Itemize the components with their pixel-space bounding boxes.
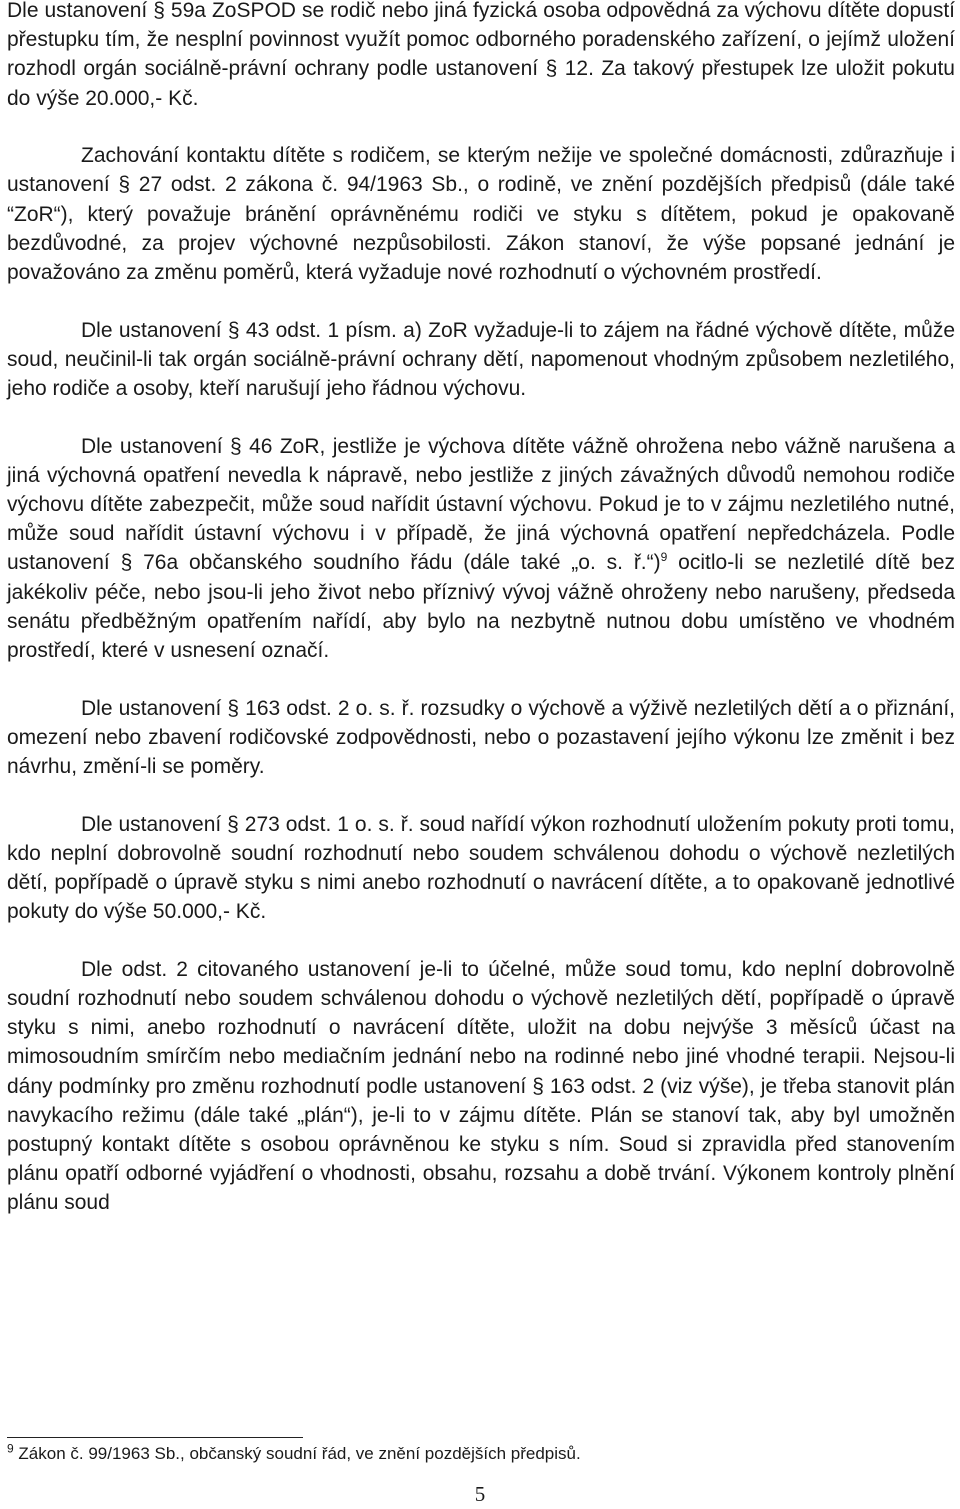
paragraph-5: Dle ustanovení § 163 odst. 2 o. s. ř. rozsudky o výchově a výživě nezletilých dětí a o přiznání, omezení nebo zbavení rodičovské zodpovědnosti, nebo o pozastavení jejího výkonu lze změnit i bez návrhu, změní-li se poměry. bbox=[7, 696, 955, 779]
paragraph-7: Dle odst. 2 citovaného ustanovení je-li to účelné, může soud tomu, kdo neplní dobrovolně soudní rozhodnutí nebo soudem schválenou dohodu o výchově nezletilých dětí, popřípadě o úpravě styku s nimi, anebo rozhodnutí o navrácení dítěte, uložit na dobu nejvýše 3 měsíců účast na mimosoudním smírčím nebo mediačním jednání nebo na rodinné nebo jiné vhodné terapii. Nejsou-li dány podmínky pro změnu rozhodnutí podle ustanovení § 163 odst. 2 (viz výše), je třeba stanovit plán navykacího režimu (dále také „plán“), je-li to v zájmu dítěte. Plán se stanoví tak, aby byl umožněn postupný kontakt dítěte s osobou oprávněnou ke styku s ním. Soud si zpravidla před stanovením plánu opatří odborné vyjádření o vhodnosti, obsahu, rozsahu a době trvání. Výkonem kontroly plnění plánu soud bbox=[7, 957, 955, 1215]
paragraph-6: Dle ustanovení § 273 odst. 1 o. s. ř. soud nařídí výkon rozhodnutí uložením pokuty proti tomu, kdo neplní dobrovolně soudní rozhodnutí nebo soudem schválenou dohodu o výchově nezletilých dětí, popřípadě o úpravě styku s nimi anebo rozhodnutí o navrácení dítěte, a to opakovaně jednotlivé pokuty do výše 50.000,- Kč. bbox=[7, 812, 955, 924]
page-number: 5 bbox=[474, 1482, 486, 1506]
paragraph-4-continuation: ocitlo-li se nezletilé dítě bez jakékoliv péče, nebo jsou-li jeho život nebo příznivý vývoj vážně ohroženy nebo narušeny, předseda senátu předběžným opatřením nařídí, aby bylo na nezbytně nutnou dobu umístěno ve vhodném prostředí, které v usnesení označí. bbox=[7, 551, 956, 663]
paragraph-3: Dle ustanovení § 43 odst. 1 písm. a) ZoR vyžaduje-li to zájem na řádné výchově dítěte, může soud, neučinil-li tak orgán sociálně-právní ochrany dětí, napomenout vhodným způsobem nezletilého, jeho rodiče a osoby, kteří narušují jeho řádnou výchovu. bbox=[7, 318, 955, 401]
footnote-reference: 9 bbox=[660, 550, 668, 565]
footnote bbox=[7, 1443, 947, 1465]
paragraph-4 bbox=[7, 432, 955, 666]
footnote-text: Zákon č. 99/1963 Sb., občanský soudní řád, ve znění pozdějších předpisů. bbox=[18, 1444, 581, 1463]
paragraph-1: Dle ustanovení § 59a ZoSPOD se rodič nebo jiná fyzická osoba odpovědná za výchovu dítěte dopustí přestupku tím, že nesplní povinnost využít pomoc odborného poradenského zařízení, o jejímž uložení rozhodl orgán sociálně-právní ochrany podle ustanovení § 12. Za takový přestupek lze uložit pokutu do výše 20.000,- Kč. bbox=[7, 0, 955, 110]
paragraph-2: Zachování kontaktu dítěte s rodičem, se kterým nežije ve společné domácnosti, zdůrazňuje i ustanovení § 27 odst. 2 zákona č. 94/1963 Sb., o rodině, ve znění pozdějších předpisů (dále také “ZoR“), který považuje bránění oprávněnému rodiči ve styku s dítětem, pokud je opakovaně bezdůvodné, za projev výchovné nezpůsobilosti. Zákon stanoví, že výše popsané jednání je považováno za změnu poměrů, která vyžaduje nové rozhodnutí o výchovném prostředí. bbox=[7, 144, 955, 285]
paragraph-4-text: Dle ustanovení § 46 ZoR, jestliže je výchova dítěte vážně ohrožena nebo vážně narušena a jiná výchovná opatření nevedla k nápravě, nebo jestliže z jiných závažných důvodů nemohou rodiče výchovu dítěte zabezpečit, může soud nařídit ústavní výchovu. Pokud je to v zájmu nezletilého nutné, může soud nařídit ústavní výchovu i v případě, že jiná výchovná opatření nepředcházela. Podle ustanovení § 76a občanského soudního řádu (dále také „o. s. ř.“) bbox=[7, 434, 955, 575]
footnote-separator bbox=[7, 1437, 303, 1438]
footnote-marker: 9 bbox=[7, 1441, 14, 1456]
body-text bbox=[7, 0, 955, 1218]
